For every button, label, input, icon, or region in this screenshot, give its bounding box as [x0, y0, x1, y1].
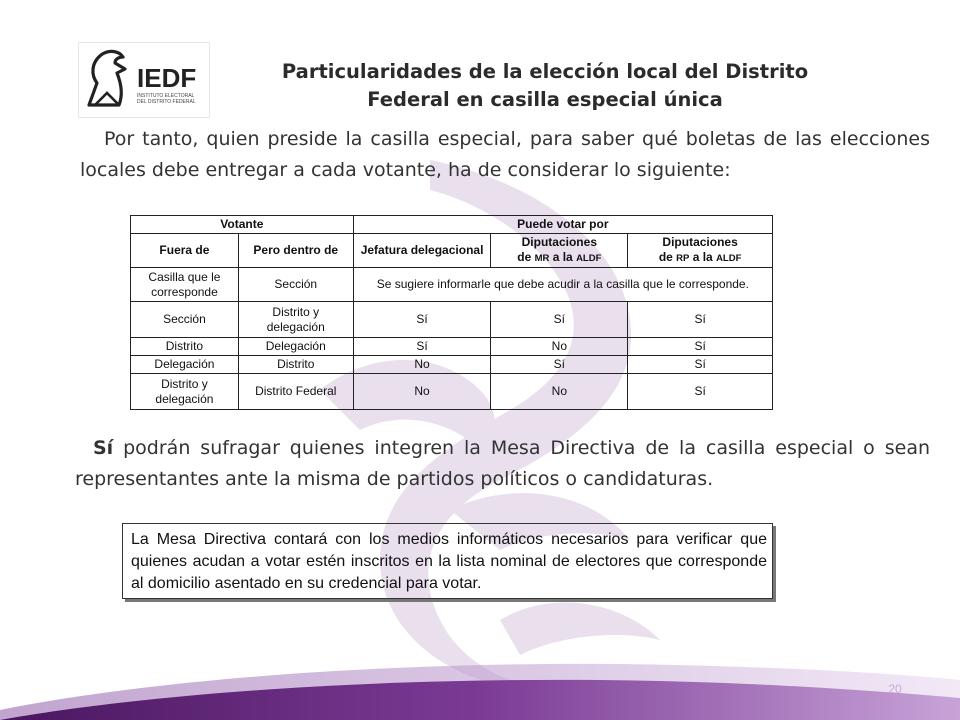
header-votante: Votante: [131, 216, 354, 234]
cell-jefatura: Sí: [353, 302, 491, 338]
table-header-row: [131, 216, 773, 234]
note-box: La Mesa Directiva contará con los medios informáticos necesarios para verificar que quienes acudan a votar estén inscritos en la lista nominal de electores que corresponde al domicilio asentado en su credencial para votar.: [122, 523, 773, 599]
cell-diputaciones-mr: No: [491, 338, 628, 356]
cell-fuera-de: Casilla que le corresponde: [131, 268, 239, 302]
cell-diputaciones-rp: Sí: [628, 374, 773, 410]
subheader-fuera-de: Fuera de: [131, 234, 239, 268]
svg-text:DEL DISTRITO FEDERAL: DEL DISTRITO FEDERAL: [137, 99, 196, 105]
subheader-diputaciones-rp: Diputaciones de RP a la ALDF: [628, 234, 773, 268]
subheader-jefatura: Jefatura delegacional: [353, 234, 491, 268]
cell-jefatura: No: [353, 356, 491, 374]
table-subheader-row: [131, 234, 773, 268]
cell-fuera-de: Delegación: [131, 356, 239, 374]
slide-title: [225, 58, 865, 114]
cell-jefatura: Sí: [353, 338, 491, 356]
subheader-pero-dentro-de: Pero dentro de: [238, 234, 353, 268]
cell-diputaciones-rp: Sí: [628, 338, 773, 356]
iedf-bird-logo-icon: [79, 43, 209, 117]
cell-fuera-de: Sección: [131, 302, 239, 338]
cell-fuera-de: Distrito: [131, 338, 239, 356]
paragraph-rest: podrán sufragar quienes integren la Mesa Directiva de la casilla especial o sean representantes ante la misma de partidos políticos o candidaturas.: [75, 437, 930, 490]
cell-pero-dentro-de: Distrito Federal: [238, 374, 353, 410]
cell-pero-dentro-de: Distrito: [238, 356, 353, 374]
svg-text:INSTITUTO ELECTORAL: INSTITUTO ELECTORAL: [137, 93, 195, 99]
cell-pero-dentro-de: Delegación: [238, 338, 353, 356]
iedf-logo: [78, 42, 210, 118]
table-row: [131, 338, 773, 356]
subheader-diputaciones-mr: Diputaciones de MR a la ALDF: [491, 234, 628, 268]
cell-pero-dentro-de: Distrito y delegación: [238, 302, 353, 338]
intro-paragraph: Por tanto, quien preside la casilla especial, para saber qué boletas de las elecciones locales debe entregar a cada votante, ha de considerar lo siguiente:: [80, 128, 930, 181]
mesa-directiva-paragraph: [75, 433, 930, 495]
header-puede-votar: Puede votar por: [353, 216, 772, 234]
table-row: [131, 356, 773, 374]
emphasis-si: Sí: [93, 437, 114, 459]
table-row: [131, 268, 773, 302]
cell-fuera-de: Distrito y delegación: [131, 374, 239, 410]
cell-diputaciones-mr: Sí: [491, 356, 628, 374]
cell-diputaciones-mr: No: [491, 374, 628, 410]
logo-text: IEDF: [137, 63, 197, 93]
title-line-2: Federal en casilla especial única: [367, 88, 723, 111]
cell-diputaciones-mr: Sí: [491, 302, 628, 338]
cell-diputaciones-rp: Sí: [628, 302, 773, 338]
title-line-1: Particularidades de la elección local del Distrito: [281, 60, 809, 83]
cell-suggestion-note: Se sugiere informarle que debe acudir a la casilla que le corresponde.: [353, 268, 772, 302]
table-row: [131, 374, 773, 410]
table-row: [131, 302, 773, 338]
page-number: 20: [888, 682, 902, 696]
cell-diputaciones-rp: Sí: [628, 356, 773, 374]
bottom-wave-decoration: [0, 640, 960, 720]
cell-pero-dentro-de: Sección: [238, 268, 353, 302]
cell-jefatura: No: [353, 374, 491, 410]
voting-rules-table: [130, 215, 773, 410]
